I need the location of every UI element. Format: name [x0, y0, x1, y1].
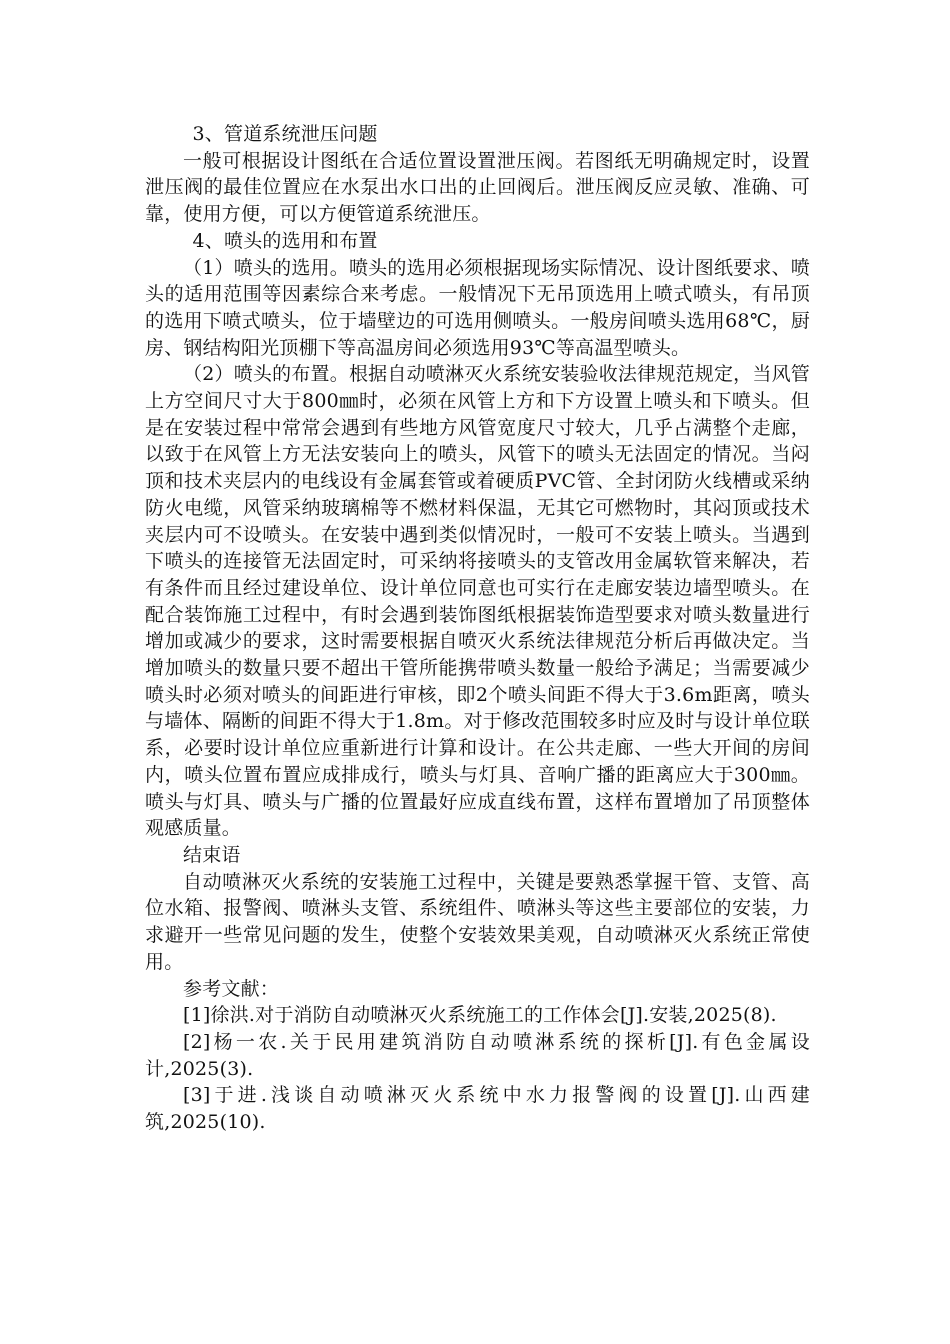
references-heading: 参考文献： [183, 977, 280, 1000]
reference-item-1: [1]徐洪.对于消防自动喷淋灭火系统施工的工作体会[J].安装,2025(8). [183, 1004, 777, 1027]
section-3-paragraph: 一般可根据设计图纸在合适位置设置泄压阀。若图纸无明确规定时，设置泄压阀的最佳位置应在水泵出水口出的止回阀后。泄压阀反应灵敏、准确、可靠，使用方便，可以方便管道系统泄压。 [145, 149, 810, 226]
section-3-heading: 3、管道系统泄压问题 [192, 123, 378, 145]
section-4-heading: 4、喷头的选用和布置 [192, 229, 378, 252]
document-page [145, 121, 810, 1136]
conclusion-paragraph: 自动喷淋灭火系统的安装施工过程中，关键是要熟悉掌握干管、支管、高位水箱、报警阀、喷淋头支管、系统组件、喷淋头等这些主要部位的安装，力求避开一些常见问题的发生，使整个安装效果美观，自动喷淋灭火系统正常使用。 [145, 870, 810, 973]
section-4-paragraph-selection: （1）喷头的选用。喷头的选用必须根据现场实际情况、设计图纸要求、喷头的适用范围等因素综合来考虑。一般情况下无吊顶选用上喷式喷头，有吊顶的选用下喷式喷头，位于墙壁边的可选用侧喷头。一般房间喷头选用68℃，厨房、钢结构阳光顶棚下等高温房间必须选用93℃等高温型喷头。 [145, 256, 810, 359]
reference-item-3: [3]于进.浅谈自动喷淋灭火系统中水力报警阀的设置[J].山西建筑,2025(10). [145, 1084, 810, 1134]
conclusion-heading: 结束语 [183, 843, 241, 866]
section-4-paragraph-layout: （2）喷头的布置。根据自动喷淋灭火系统安装验收法律规范规定，当风管上方空间尺寸大于800㎜时，必须在风管上方和下方设置上喷头和下喷头。但是在安装过程中常常会遇到有些地方风管宽度尺寸较大，几乎占满整个走廊，以致于在风管上方无法安装向上的喷头，风管下的喷头无法固定的情况。当闷顶和技术夹层内的电线设有金属套管或着硬质PVC管、全封闭防火线槽或采纳防火电缆，风管采纳玻璃棉等不燃材料保温，无其它可燃物时，其闷顶或技术夹层内可不设喷头。在安装中遇到类似情况时，一般可不安装上喷头。当遇到下喷头的连接管无法固定时，可采纳将接喷头的支管改用金属软管来解决，若有条件而且经过建设单位、设计单位同意也可实行在走廊安装边墙型喷头。在配合装饰施工过程中，有时会遇到装饰图纸根据装饰造型要求对喷头数量进行增加或减少的要求，这时需要根据自喷灭火系统法律规范分析后再做决定。当增加喷头的数量只要不超出干管所能携带喷头数量一般给予满足；当需要减少喷头时必须对喷头的间距进行审核，即2个喷头间距不得大于3.6m距离，喷头与墙体、隔断的间距不得大于1.8m。对于修改范围较多时应及时与设计单位联系，必要时设计单位应重新进行计算和设计。在公共走廊、一些大开间的房间内，喷头位置布置应成排成行，喷头与灯具、音响广播的距离应大于300㎜。喷头与灯具、喷头与广播的位置最好应成直线布置，这样布置增加了吊顶整体观感质量。 [145, 363, 810, 840]
reference-item-2: [2]杨一农.关于民用建筑消防自动喷淋系统的探析[J].有色金属设计,2025(3). [145, 1030, 810, 1080]
